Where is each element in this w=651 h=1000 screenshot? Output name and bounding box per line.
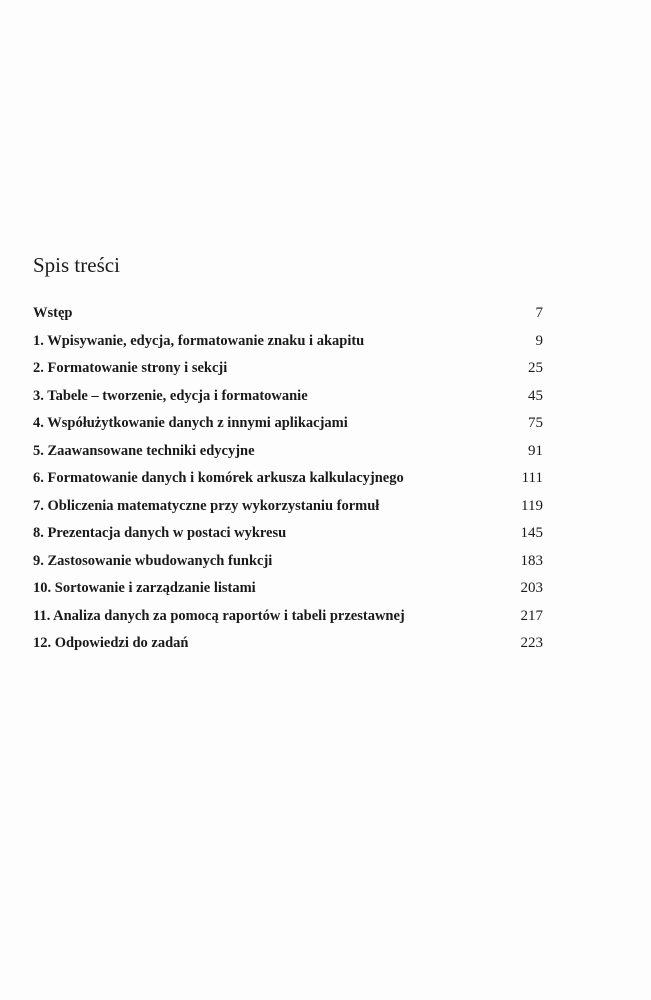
toc-entry	[33, 383, 543, 411]
toc-entry	[33, 603, 543, 631]
toc-entry	[33, 410, 543, 438]
table-of-contents	[33, 300, 543, 658]
toc-entry-page: 217	[520, 607, 543, 624]
toc-entry-label: 2. Formatowanie strony i sekcji	[33, 360, 228, 376]
toc-entry	[33, 355, 543, 383]
toc-entry-page: 9	[535, 332, 543, 349]
toc-entry	[33, 520, 543, 548]
toc-entry-page: 45	[528, 387, 543, 404]
toc-entry-label: 4. Współużytkowanie danych z innymi aplikacjami	[33, 415, 348, 431]
toc-entry-label: 7. Obliczenia matematyczne przy wykorzystaniu formuł	[33, 497, 380, 514]
toc-entry-label: 9. Zastosowanie wbudowanych funkcji	[33, 552, 273, 569]
page-title: Spis treści	[33, 253, 120, 277]
toc-entry	[33, 630, 543, 658]
toc-entry-label: 10. Sortowanie i zarządzanie listami	[33, 580, 256, 596]
toc-entry	[33, 548, 543, 576]
toc-entry-label: Wstęp	[33, 305, 73, 321]
toc-entry	[33, 438, 543, 466]
toc-entry-label: 8. Prezentacja danych w postaci wykresu	[33, 525, 287, 541]
toc-entry-page: 7	[535, 305, 543, 321]
toc-entry	[33, 493, 543, 521]
toc-entry-page: 183	[520, 552, 543, 569]
toc-entry-label: 5. Zaawansowane techniki edycyjne	[33, 442, 255, 459]
toc-entry-page: 25	[528, 360, 543, 376]
toc-entry-page: 119	[521, 497, 543, 514]
toc-entry-label: 12. Odpowiedzi do zadań	[33, 635, 189, 651]
toc-entry	[33, 465, 543, 493]
toc-entry	[33, 300, 543, 328]
toc-entry-label: 1. Wpisywanie, edycja, formatowanie znaku i akapitu	[33, 332, 365, 349]
toc-entry	[33, 575, 543, 603]
toc-entry-page: 91	[528, 442, 543, 459]
toc-entry-page: 203	[520, 580, 543, 596]
toc-entry-label: 11. Analiza danych za pomocą raportów i tabeli przestawnej	[33, 607, 405, 624]
toc-entry	[33, 328, 543, 356]
toc-entry-page: 75	[528, 415, 543, 431]
toc-entry-page: 111	[521, 470, 543, 486]
toc-entry-page: 145	[520, 525, 543, 541]
toc-entry-page: 223	[520, 635, 543, 651]
toc-entry-label: 3. Tabele – tworzenie, edycja i formatowanie	[33, 387, 308, 404]
toc-entry-label: 6. Formatowanie danych i komórek arkusza kalkulacyjnego	[33, 470, 404, 486]
